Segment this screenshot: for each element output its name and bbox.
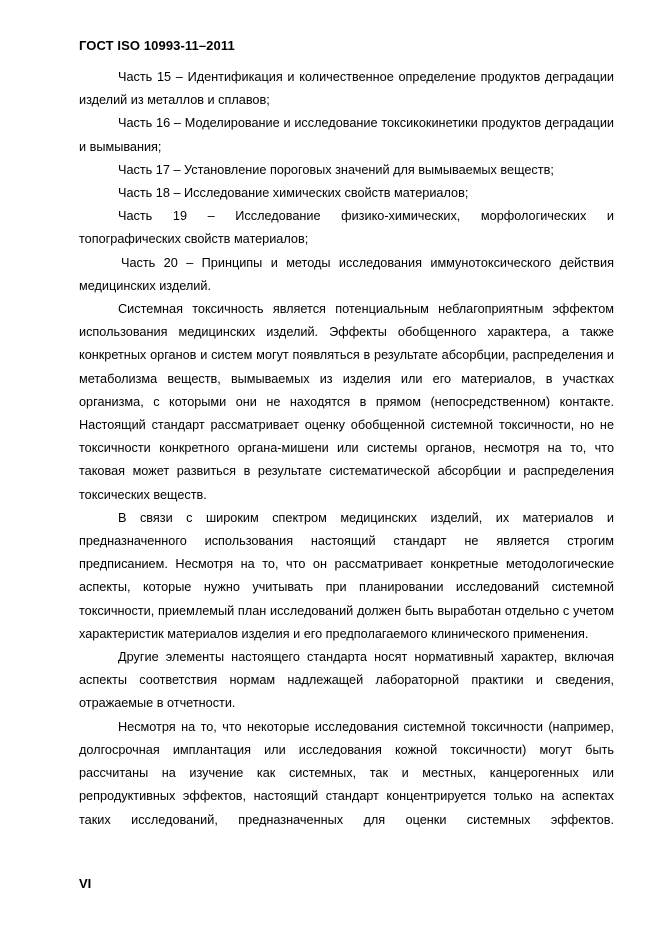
document-header: ГОСТ ISO 10993-11–2011 <box>79 38 235 53</box>
page-number: VI <box>79 876 92 891</box>
paragraph-part-16: Часть 16 – Моделирование и исследование токсикокинетики продуктов деградации и вымывания; <box>79 116 614 154</box>
paragraph-part-17: Часть 17 – Установление пороговых значений для вымываемых веществ; <box>118 162 554 177</box>
paragraph-scope-of-devices: В связи с широким спектром медицинских изделий, их материалов и предназначенного использования настоящий стандарт не является строгим предписанием. Несмотря на то, что он рассматривает конкретные методологические аспекты, которые нужно учитывать при планировании исследований системной токсичности, приемлемый план исследований должен быть выработан отдельно с учетом характеристик материалов изделия и его предполагаемого клинического применения. <box>79 510 614 641</box>
paragraph-long-term-studies: Несмотря на то, что некоторые исследования системной токсичности (например, долгосрочная имплантация или исследования кожной токсичности) могут быть рассчитаны на изучение как системных, так и местных, канцерогенных или репродуктивных эффектов, настоящий стандарт концентрируется только на аспектах таких исследований, предназначенных для оценки системных эффектов. <box>79 719 614 827</box>
paragraph-part-18: Часть 18 – Исследование химических свойств материалов; <box>118 186 469 201</box>
paragraph-normative-elements: Другие элементы настоящего стандарта носят нормативный характер, включая аспекты соответствия нормам надлежащей лабораторной практики и сведения, отражаемые в отчетности. <box>79 650 614 711</box>
paragraph-part-15: Часть 15 – Идентификация и количественное определение продуктов деградации изделий из металлов и сплавов; <box>79 70 614 108</box>
paragraph-systemic-toxicity: Системная токсичность является потенциальным неблагоприятным эффектом использования медицинских изделий. Эффекты обобщенного характера, а также конкретных органов и систем могут появляться в результате абсорбции, распределения и метаболизма веществ, вымываемых из изделия или его материалов, в участках организма, с которыми они не находятся в прямом (непосредственном) контакте. Настоящий стандарт рассматривает оценку обобщенной системной токсичности, но не токсичности конкретного органа-мишени или системы органов, несмотря на то, что таковая может развиться в результате систематической абсорбции и распределения токсических веществ. <box>79 302 614 502</box>
paragraph-part-19: Часть 19 – Исследование физико-химических, морфологических и топографических свойств материалов; <box>79 209 614 247</box>
paragraph-part-20: Часть 20 – Принципы и методы исследования иммунотоксического действия медицинских изделий. <box>79 255 614 293</box>
document-body <box>79 66 614 832</box>
